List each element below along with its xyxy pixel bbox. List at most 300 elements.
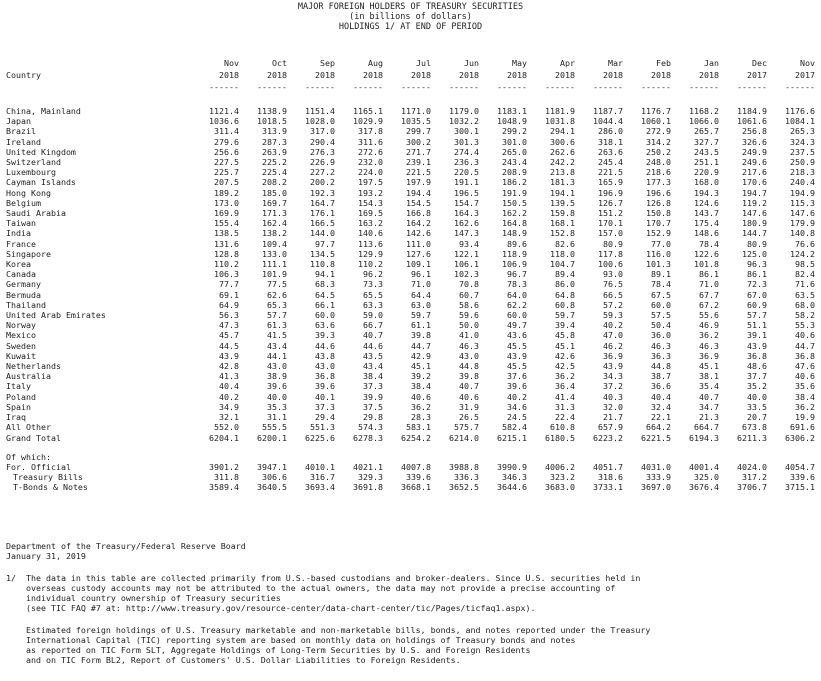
holding-value: 3640.5 <box>257 482 287 493</box>
holding-value: 46.3 <box>699 340 719 351</box>
holding-value: 299.7 <box>406 126 431 137</box>
holding-value: 3691.8 <box>353 482 383 493</box>
holding-value: 36.8 <box>795 350 815 361</box>
holding-value: 1165.1 <box>353 106 383 116</box>
holding-value: 45.8 <box>555 330 575 341</box>
table-row <box>6 371 815 381</box>
holding-value: 40.6 <box>411 391 431 402</box>
holdings-table <box>6 57 815 493</box>
holding-value: 41.0 <box>459 330 479 341</box>
holding-value: 1183.1 <box>497 106 527 116</box>
holding-value: 3947.1 <box>257 461 287 472</box>
holding-value: 272.9 <box>646 126 671 137</box>
column-month: Nov <box>224 58 239 68</box>
table-row <box>6 462 815 472</box>
holding-value: 4010.1 <box>305 461 335 472</box>
holding-value: 67.2 <box>699 299 719 310</box>
holding-value: 6306.2 <box>785 432 815 443</box>
holding-value: 43.0 <box>267 361 287 372</box>
holding-value: 194.3 <box>694 187 719 198</box>
holding-value: 185.0 <box>262 187 287 198</box>
holding-value: 1176.6 <box>785 106 815 116</box>
holding-value: 339.6 <box>790 472 815 483</box>
holding-value: 129.9 <box>358 248 383 259</box>
column-year: 2018 <box>363 70 383 80</box>
holding-value: 73.3 <box>363 279 383 290</box>
holding-value: 38.1 <box>699 371 719 382</box>
holding-value: 294.1 <box>550 126 575 137</box>
holding-value: 306.6 <box>262 472 287 483</box>
holding-value: 191.1 <box>454 177 479 188</box>
holding-value: 218.3 <box>790 167 815 178</box>
holding-value: 109.1 <box>406 259 431 270</box>
holding-value: 43.0 <box>459 350 479 361</box>
holding-value: 43.9 <box>507 350 527 361</box>
holding-value: 34.6 <box>507 401 527 412</box>
holding-value: 207.5 <box>214 177 239 188</box>
holding-value: 59.3 <box>603 310 623 321</box>
table-row <box>6 116 815 126</box>
column-month: Dec <box>752 58 767 68</box>
holding-value: 44.8 <box>459 361 479 372</box>
table-row <box>6 482 815 492</box>
holding-value: 36.2 <box>699 330 719 341</box>
holding-value: 3715.1 <box>785 482 815 493</box>
holding-value: 82.4 <box>795 269 815 280</box>
holding-value: 197.5 <box>358 177 383 188</box>
holding-value: 115.3 <box>790 197 815 208</box>
holding-value: 250.2 <box>646 146 671 157</box>
holding-value: 225.7 <box>214 167 239 178</box>
holding-value: 311.4 <box>214 126 239 137</box>
holding-value: 32.4 <box>651 401 671 412</box>
holding-value: 42.9 <box>411 350 431 361</box>
holding-value: 57.2 <box>603 299 623 310</box>
holding-value: 78.4 <box>651 279 671 290</box>
holding-value: 38.4 <box>795 391 815 402</box>
holding-value: 77.0 <box>651 238 671 249</box>
country-name: T-Bonds & Notes <box>13 482 88 493</box>
country-name: Sweden <box>6 340 36 351</box>
holding-value: 40.0 <box>747 391 767 402</box>
holding-value: 124.2 <box>790 248 815 259</box>
holding-value: 44.6 <box>315 340 335 351</box>
country-name: For. Official <box>6 461 71 472</box>
holding-value: 346.3 <box>502 472 527 483</box>
holding-value: 39.9 <box>363 391 383 402</box>
holding-value: 1061.6 <box>737 116 767 127</box>
column-year: 2018 <box>603 70 623 80</box>
holding-value: 272.6 <box>358 146 383 157</box>
holding-value: 1066.0 <box>689 116 719 127</box>
holding-value: 20.7 <box>747 412 767 423</box>
country-name: Italy <box>6 381 31 392</box>
holding-value: 3644.6 <box>497 482 527 493</box>
holding-value: 194.9 <box>790 187 815 198</box>
holding-value: 154.7 <box>454 197 479 208</box>
holding-value: 316.7 <box>310 472 335 483</box>
holding-value: 3589.4 <box>209 482 239 493</box>
holding-value: 96.7 <box>507 269 527 280</box>
holding-value: 86.1 <box>699 269 719 280</box>
table-row <box>6 320 815 330</box>
holding-value: 221.5 <box>598 167 623 178</box>
holding-value: 86.1 <box>747 269 767 280</box>
holding-value: 276.3 <box>310 146 335 157</box>
holding-value: 163.2 <box>358 218 383 229</box>
holding-value: 140.8 <box>790 228 815 239</box>
holding-value: 41.4 <box>555 391 575 402</box>
holding-value: 166.5 <box>310 218 335 229</box>
holding-value: 323.2 <box>550 472 575 483</box>
holding-value: 32.0 <box>603 401 623 412</box>
holding-value: 552.0 <box>214 422 239 433</box>
holding-value: 21.7 <box>603 412 623 423</box>
holding-value: 39.3 <box>315 330 335 341</box>
header-spacer <box>6 81 191 93</box>
holding-value: 6204.1 <box>209 432 239 443</box>
spacer-row <box>6 93 815 106</box>
holding-value: 40.6 <box>795 330 815 341</box>
holding-value: 50.0 <box>459 320 479 331</box>
holding-value: 70.8 <box>459 279 479 290</box>
holding-value: 51.1 <box>747 320 767 331</box>
holding-value: 286.0 <box>598 126 623 137</box>
holding-value: 169.5 <box>358 208 383 219</box>
holding-value: 62.2 <box>507 299 527 310</box>
country-name: India <box>6 228 31 239</box>
holding-value: 265.3 <box>790 126 815 137</box>
holding-value: 175.4 <box>694 218 719 229</box>
holding-value: 43.6 <box>507 330 527 341</box>
holding-value: 67.0 <box>747 289 767 300</box>
header-spacer <box>6 57 191 69</box>
holding-value: 220.5 <box>454 167 479 178</box>
holding-value: 166.8 <box>406 208 431 219</box>
holding-value: 1179.0 <box>449 106 479 116</box>
holding-value: 173.0 <box>214 197 239 208</box>
holding-value: 177.3 <box>646 177 671 188</box>
holding-value: 256.8 <box>742 126 767 137</box>
holding-value: 28.3 <box>411 412 431 423</box>
table-row <box>6 147 815 157</box>
holding-value: 1176.7 <box>641 106 671 116</box>
holding-value: 64.0 <box>507 289 527 300</box>
holding-value: 274.4 <box>454 146 479 157</box>
holding-value: 36.8 <box>747 350 767 361</box>
holding-value: 250.9 <box>790 157 815 168</box>
holding-value: 1187.7 <box>593 106 623 116</box>
holding-value: 43.5 <box>363 350 383 361</box>
holding-value: 63.0 <box>411 299 431 310</box>
holding-value: 39.6 <box>507 381 527 392</box>
holding-value: 26.5 <box>459 412 479 423</box>
holding-value: 111.1 <box>262 259 287 270</box>
holding-value: 96.3 <box>747 259 767 270</box>
holding-value: 24.5 <box>507 412 527 423</box>
holding-value: 43.9 <box>603 361 623 372</box>
holding-value: 44.1 <box>267 350 287 361</box>
report-units: (in billions of dollars) <box>349 12 472 22</box>
holding-value: 102.3 <box>454 269 479 280</box>
holding-value: 1138.9 <box>257 106 287 116</box>
table-row <box>6 279 815 289</box>
holding-value: 263.9 <box>262 146 287 157</box>
holding-value: 118.9 <box>502 248 527 259</box>
holding-value: 196.9 <box>598 187 623 198</box>
country-name: Mexico <box>6 330 36 341</box>
holding-value: 256.6 <box>214 146 239 157</box>
holding-value: 318.1 <box>598 136 623 147</box>
holding-value: 104.7 <box>550 259 575 270</box>
holding-value: 200.2 <box>310 177 335 188</box>
holding-value: 37.2 <box>603 381 623 392</box>
holding-value: 94.1 <box>315 269 335 280</box>
holding-value: 299.2 <box>502 126 527 137</box>
holding-value: 44.8 <box>651 361 671 372</box>
holding-value: 35.4 <box>699 381 719 392</box>
holding-value: 151.2 <box>598 208 623 219</box>
holding-value: 59.6 <box>459 310 479 321</box>
holding-value: 39.6 <box>315 381 335 392</box>
country-name: Hong Kong <box>6 187 51 198</box>
table-row <box>6 392 815 402</box>
holding-value: 180.9 <box>742 218 767 229</box>
holding-value: 37.3 <box>363 381 383 392</box>
country-name: Cayman Islands <box>6 177 76 188</box>
holding-value: 1018.5 <box>257 116 287 127</box>
holding-value: 50.4 <box>651 320 671 331</box>
holding-value: 60.9 <box>747 299 767 310</box>
holding-value: 147.6 <box>742 208 767 219</box>
holding-value: 311.8 <box>214 472 239 483</box>
holding-value: 116.0 <box>646 248 671 259</box>
country-column-label: Country <box>6 70 41 80</box>
column-month: Aug <box>368 58 383 68</box>
holding-value: 40.2 <box>603 320 623 331</box>
country-name: Poland <box>6 391 36 402</box>
holding-value: 225.4 <box>262 167 287 178</box>
column-underline: ------ <box>497 82 527 92</box>
holding-value: 56.3 <box>219 310 239 321</box>
holding-value: 582.4 <box>502 422 527 433</box>
holding-value: 1029.9 <box>353 116 383 127</box>
holding-value: 40.4 <box>651 391 671 402</box>
holding-value: 164.7 <box>310 197 335 208</box>
holding-value: 691.6 <box>790 422 815 433</box>
holding-value: 111.0 <box>406 238 431 249</box>
table-row <box>6 300 815 310</box>
holding-value: 64.5 <box>315 289 335 300</box>
holding-value: 122.1 <box>454 248 479 259</box>
holding-value: 6200.1 <box>257 432 287 443</box>
holding-value: 4024.0 <box>737 461 767 472</box>
holding-value: 40.7 <box>459 381 479 392</box>
holding-value: 44.5 <box>219 340 239 351</box>
holding-value: 57.5 <box>651 310 671 321</box>
holding-value: 71.0 <box>411 279 431 290</box>
holding-value: 59.7 <box>411 310 431 321</box>
holding-value: 39.4 <box>555 320 575 331</box>
column-underline: ------ <box>209 82 239 92</box>
holding-value: 314.2 <box>646 136 671 147</box>
column-underline: ------ <box>593 82 623 92</box>
holding-value: 673.8 <box>742 422 767 433</box>
holding-value: 47.3 <box>219 320 239 331</box>
holding-value: 237.5 <box>790 146 815 157</box>
holding-value: 251.1 <box>694 157 719 168</box>
holding-value: 77.7 <box>219 279 239 290</box>
column-underline: ------ <box>641 82 671 92</box>
column-year: 2018 <box>267 70 287 80</box>
holding-value: 38.7 <box>651 371 671 382</box>
holding-value: 148.6 <box>694 228 719 239</box>
holding-value: 313.9 <box>262 126 287 137</box>
holding-value: 162.2 <box>502 208 527 219</box>
holding-value: 157.0 <box>598 228 623 239</box>
holding-value: 164.2 <box>406 218 431 229</box>
holding-value: 59.0 <box>363 310 383 321</box>
column-month: Mar <box>608 58 623 68</box>
country-name: Grand Total <box>6 432 61 443</box>
holding-value: 245.4 <box>598 157 623 168</box>
holding-value: 574.3 <box>358 422 383 433</box>
holding-value: 36.9 <box>699 350 719 361</box>
holding-value: 168.1 <box>550 218 575 229</box>
holding-value: 131.6 <box>214 238 239 249</box>
holding-value: 47.6 <box>795 361 815 372</box>
holding-value: 1184.9 <box>737 106 767 116</box>
holding-value: 45.1 <box>411 361 431 372</box>
holding-value: 38.9 <box>267 371 287 382</box>
holding-value: 31.1 <box>267 412 287 423</box>
holding-value: 217.6 <box>742 167 767 178</box>
column-year: 2018 <box>651 70 671 80</box>
holding-value: 134.5 <box>310 248 335 259</box>
holding-value: 1048.9 <box>497 116 527 127</box>
holding-value: 6278.3 <box>353 432 383 443</box>
holding-value: 147.6 <box>790 208 815 219</box>
holding-value: 46.2 <box>603 340 623 351</box>
table-row <box>6 381 815 391</box>
holding-value: 39.8 <box>411 330 431 341</box>
holding-value: 39.6 <box>267 381 287 392</box>
holding-value: 60.0 <box>651 299 671 310</box>
holding-value: 43.4 <box>363 361 383 372</box>
country-name: Kuwait <box>6 350 36 361</box>
of-which-row <box>6 452 815 462</box>
table-row <box>6 126 815 136</box>
holding-value: 32.1 <box>219 412 239 423</box>
holding-value: 196.5 <box>454 187 479 198</box>
holding-value: 3901.2 <box>209 461 239 472</box>
column-year: 2017 <box>795 70 815 80</box>
holding-value: 110.8 <box>310 259 335 270</box>
table-row <box>6 239 815 249</box>
holding-value: 66.5 <box>603 289 623 300</box>
column-underline: ------ <box>257 82 287 92</box>
holding-value: 1032.2 <box>449 116 479 127</box>
holding-value: 22.1 <box>651 412 671 423</box>
release-date: January 31, 2019 <box>6 551 86 561</box>
holding-value: 40.4 <box>219 381 239 392</box>
holding-value: 60.8 <box>555 299 575 310</box>
holding-value: 66.1 <box>315 299 335 310</box>
holding-value: 42.6 <box>555 350 575 361</box>
holding-value: 59.7 <box>555 310 575 321</box>
header-row-month <box>6 57 815 69</box>
holding-value: 657.9 <box>598 422 623 433</box>
holding-value: 162.6 <box>454 218 479 229</box>
holding-value: 1028.0 <box>305 116 335 127</box>
table-row <box>6 330 815 340</box>
holding-value: 311.6 <box>358 136 383 147</box>
holding-value: 36.9 <box>603 350 623 361</box>
holding-value: 4054.7 <box>785 461 815 472</box>
table-row <box>6 412 815 422</box>
holding-value: 583.1 <box>406 422 431 433</box>
holding-value: 218.6 <box>646 167 671 178</box>
holding-value: 106.3 <box>214 269 239 280</box>
column-underline: ------ <box>353 82 383 92</box>
holding-value: 68.0 <box>795 299 815 310</box>
table-row <box>6 249 815 259</box>
holding-value: 189.2 <box>214 187 239 198</box>
holding-value: 664.7 <box>694 422 719 433</box>
holding-value: 57.7 <box>267 310 287 321</box>
holding-value: 66.7 <box>363 320 383 331</box>
holding-value: 55.6 <box>699 310 719 321</box>
holding-value: 45.5 <box>507 361 527 372</box>
holding-value: 40.7 <box>363 330 383 341</box>
holding-value: 45.7 <box>219 330 239 341</box>
report-subtitle: HOLDINGS 1/ AT END OF PERIOD <box>338 22 483 32</box>
holding-value: 93.0 <box>603 269 623 280</box>
holding-value: 317.8 <box>358 126 383 137</box>
holding-value: 43.9 <box>219 350 239 361</box>
table-row <box>6 361 815 371</box>
holding-value: 35.2 <box>747 381 767 392</box>
table-row <box>6 157 815 167</box>
holding-value: 248.0 <box>646 157 671 168</box>
holding-value: 162.4 <box>262 218 287 229</box>
holding-value: 44.6 <box>363 340 383 351</box>
holding-value: 339.6 <box>406 472 431 483</box>
holding-value: 150.5 <box>502 197 527 208</box>
country-name: Iraq <box>6 412 26 423</box>
country-name: Netherlands <box>6 361 61 372</box>
table-row <box>6 177 815 187</box>
holding-value: 37.6 <box>507 371 527 382</box>
holding-value: 165.9 <box>598 177 623 188</box>
holding-value: 60.0 <box>507 310 527 321</box>
holding-value: 192.3 <box>310 187 335 198</box>
holding-value: 93.4 <box>459 238 479 249</box>
holding-value: 4021.1 <box>353 461 383 472</box>
holding-value: 33.5 <box>747 401 767 412</box>
holding-value: 159.8 <box>550 208 575 219</box>
table-row <box>6 310 815 320</box>
country-name: Korea <box>6 259 31 270</box>
holding-value: 169.9 <box>214 208 239 219</box>
country-name: United Kingdom <box>6 146 76 157</box>
holding-value: 101.3 <box>646 259 671 270</box>
holding-value: 3676.4 <box>689 482 719 493</box>
footnote-1: 1/ The data in this table are collected primarily from U.S.-based custodians and broker-dealers. Since U.S. securities held in overseas custody accounts may not be attributed to the actual owners, the data may not provide a precise accounting of individual country ownership of Treasury securities (see TIC FAQ #7 at: http://www.treasury.gov/resource-center/data-chart-center/tic/Pages/ticfaq1.aspx). <box>6 573 641 613</box>
holding-value: 6225.6 <box>305 432 335 443</box>
holding-value: 98.5 <box>795 259 815 270</box>
holding-value: 36.2 <box>795 401 815 412</box>
